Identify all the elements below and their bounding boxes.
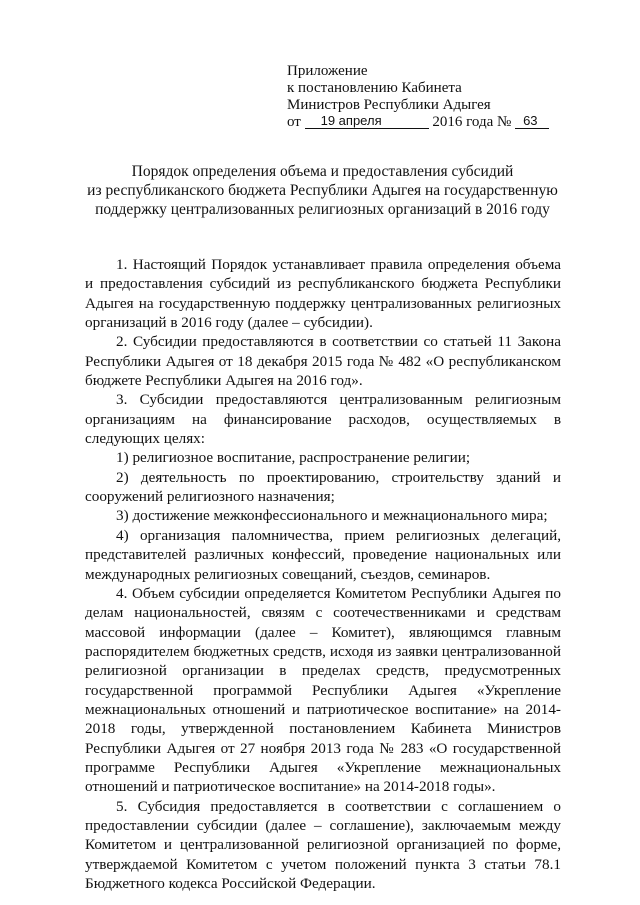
paragraph-5: 5. Субсидия предоставляется в соответствии с соглашением о предоставлении субсидии (далее – соглашение), заключаемым между Комитетом и централизованной религиозной организацией по форме, утверждаемой Комитетом с учетом положений пункта 3 статьи 78.1 Бюджетного кодекса Российской Федерации.	[85, 797, 561, 892]
approval-line-3: Министров Республики Адыгея	[287, 97, 491, 113]
approval-block	[287, 63, 587, 131]
paragraph-1: 1. Настоящий Порядок устанавливает правила определения объема и предоставления субсидий из республиканского бюджета Республики Адыгея на государственную поддержку централизованных религиозных организаций в 2016 году (далее – субсидии).	[85, 256, 561, 332]
list-item-3: 3) достижение межконфессионального и межнационального мира;	[116, 507, 548, 525]
document-title	[40, 162, 605, 219]
paragraph-2: 2. Субсидии предоставляются в соответствии со статьей 11 Закона Республики Адыгея от 18 декабря 2015 года № 482 «О республиканском бюджете Республики Адыгея на 2016 год».	[85, 333, 561, 390]
title-line-1: Порядок определения объема и предоставления субсидий	[131, 163, 514, 180]
paragraph-3: 3. Субсидии предоставляются централизованным религиозным организациям на финансирование расходов, осуществляемых в следующих целях:	[85, 391, 561, 448]
approval-number-field: 63	[515, 114, 549, 129]
document-body	[85, 255, 561, 893]
approval-line-1: Приложение	[287, 63, 368, 79]
paragraph-4: 4. Объем субсидии определяется Комитетом Республики Адыгея по делам национальностей, связям с соотечественниками и средствам массовой информации (далее – Комитет), являющимся главным распорядителем бюджетных средств, исходя из заявки централизованной религиозной организации в пределах средств, предусмотренных государственной программой Республики Адыгея «Укрепление межнациональных отношений и патриотическое воспитание» на 2014-2018 годы, утвержденной постановлением Кабинета Министров Республики Адыгея от 27 ноября 2013 года № 283 «О государственной программе Республики Адыгея «Укрепление межнациональных отношений и патриотическое воспитание» на 2014-2018 годы».	[85, 584, 561, 796]
list-item-2: 2) деятельность по проектированию, строительству зданий и сооружений религиозного назначения;	[85, 468, 561, 506]
approval-line-2: к постановлению Кабинета	[287, 80, 462, 96]
approval-date-field: 19 апреля	[305, 114, 429, 129]
approval-prefix: от	[287, 114, 301, 130]
approval-year-text: 2016 года №	[432, 114, 512, 130]
title-line-2: из республиканского бюджета Республики Адыгея на государственную	[87, 182, 558, 199]
list-item-1: 1) религиозное воспитание, распространение религии;	[116, 449, 471, 467]
list-item-4: 4) организация паломничества, прием религиозных делегаций, представителей различных конфессий, проведение национальных или международных религиозных совещаний, съездов, семинаров.	[85, 526, 561, 583]
approval-date-line	[287, 114, 587, 131]
title-line-3: поддержку централизованных религиозных организаций в 2016 году	[95, 201, 550, 218]
